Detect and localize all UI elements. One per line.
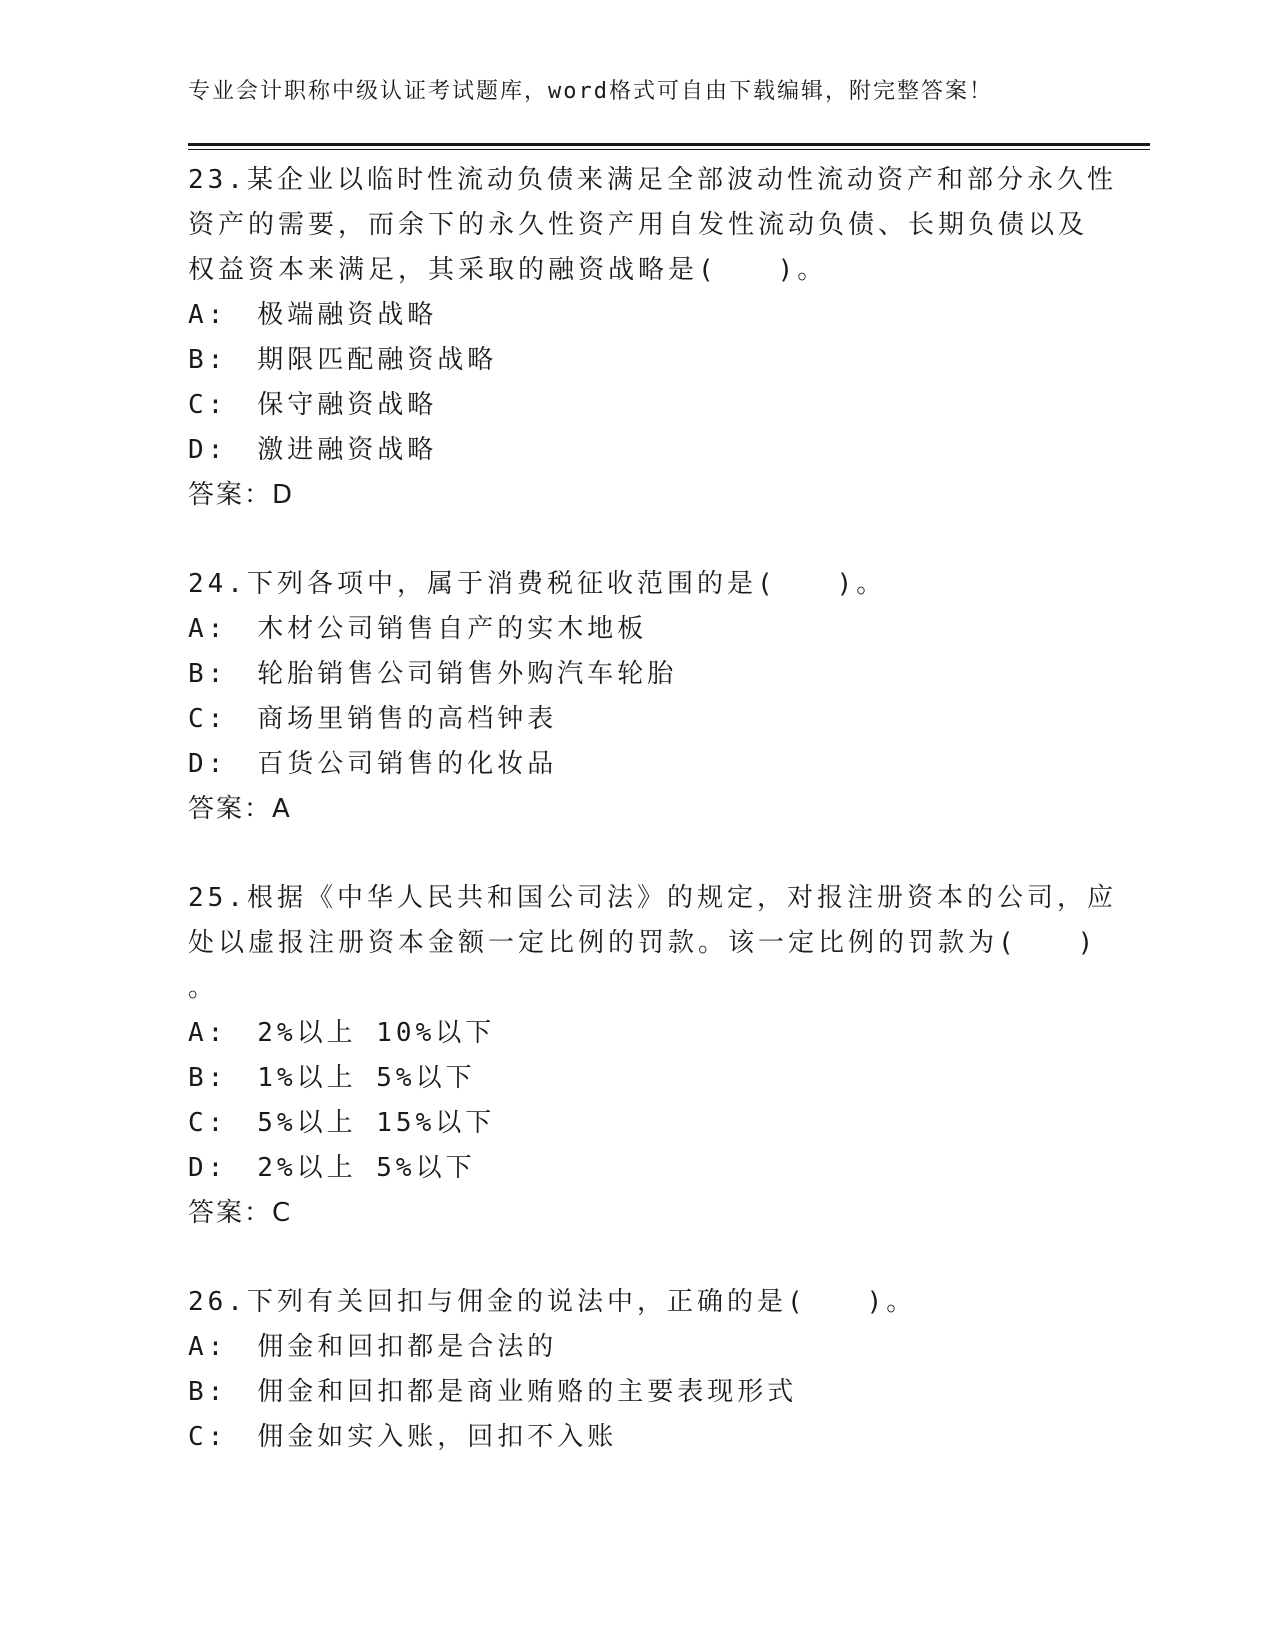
option-c: C: 保守融资战略 [188, 390, 438, 420]
question-24 [188, 562, 1088, 832]
option-c: C: 商场里销售的高档钟表 [188, 704, 558, 734]
question-spacer [188, 518, 1088, 562]
answer-label: 答案：C [188, 1198, 293, 1228]
option-c: C: 5%以上 15%以下 [188, 1108, 496, 1138]
question-25 [188, 876, 1117, 1236]
option-a: A: 极端融资战略 [188, 300, 438, 330]
question-list [188, 158, 1117, 1460]
answer-label: 答案：D [188, 480, 295, 510]
question-spacer [188, 832, 1088, 876]
option-d: D: 2%以上 5%以下 [188, 1153, 476, 1183]
question-stem-line: 处以虚报注册资本金额一定比例的罚款。该一定比例的罚款为( ) [188, 928, 1098, 958]
option-d: D: 百货公司销售的化妆品 [188, 749, 558, 779]
option-a: A: 木材公司销售自产的实木地板 [188, 614, 648, 644]
option-a: A: 佣金和回扣都是合法的 [188, 1332, 558, 1362]
header-rule-thick [188, 143, 1150, 146]
question-stem-line: 资产的需要，而余下的永久性资产用自发性流动负债、长期负债以及 [188, 210, 1089, 240]
option-b: B: 轮胎销售公司销售外购汽车轮胎 [188, 659, 678, 689]
answer-label: 答案：A [188, 794, 292, 824]
option-b: B: 佣金和回扣都是商业贿赂的主要表现形式 [188, 1377, 798, 1407]
question-26 [188, 1280, 1088, 1460]
question-23 [188, 158, 1117, 518]
option-b: B: 1%以上 5%以下 [188, 1063, 476, 1093]
option-b: B: 期限匹配融资战略 [188, 345, 498, 375]
option-d: D: 激进融资战略 [188, 435, 438, 465]
question-stem-line: 23.某企业以临时性流动负债来满足全部波动性流动资产和部分永久性 [188, 165, 1117, 195]
question-stem-line: 26.下列有关回扣与佣金的说法中，正确的是( )。 [188, 1287, 917, 1317]
option-c: C: 佣金如实入账，回扣不入账 [188, 1422, 618, 1452]
question-stem-line: 。 [188, 973, 219, 1003]
question-spacer [188, 1236, 1088, 1280]
question-stem-line: 权益资本来满足，其采取的融资战略是( )。 [188, 255, 828, 285]
header-rule-thin [188, 149, 1150, 150]
option-a: A: 2%以上 10%以下 [188, 1018, 496, 1048]
question-stem-line: 25.根据《中华人民共和国公司法》的规定，对报注册资本的公司，应 [188, 883, 1117, 913]
page-header: 专业会计职称中级认证考试题库，word格式可自由下载编辑，附完整答案！ [188, 79, 993, 104]
question-stem-line: 24.下列各项中，属于消费税征收范围的是( )。 [188, 569, 887, 599]
